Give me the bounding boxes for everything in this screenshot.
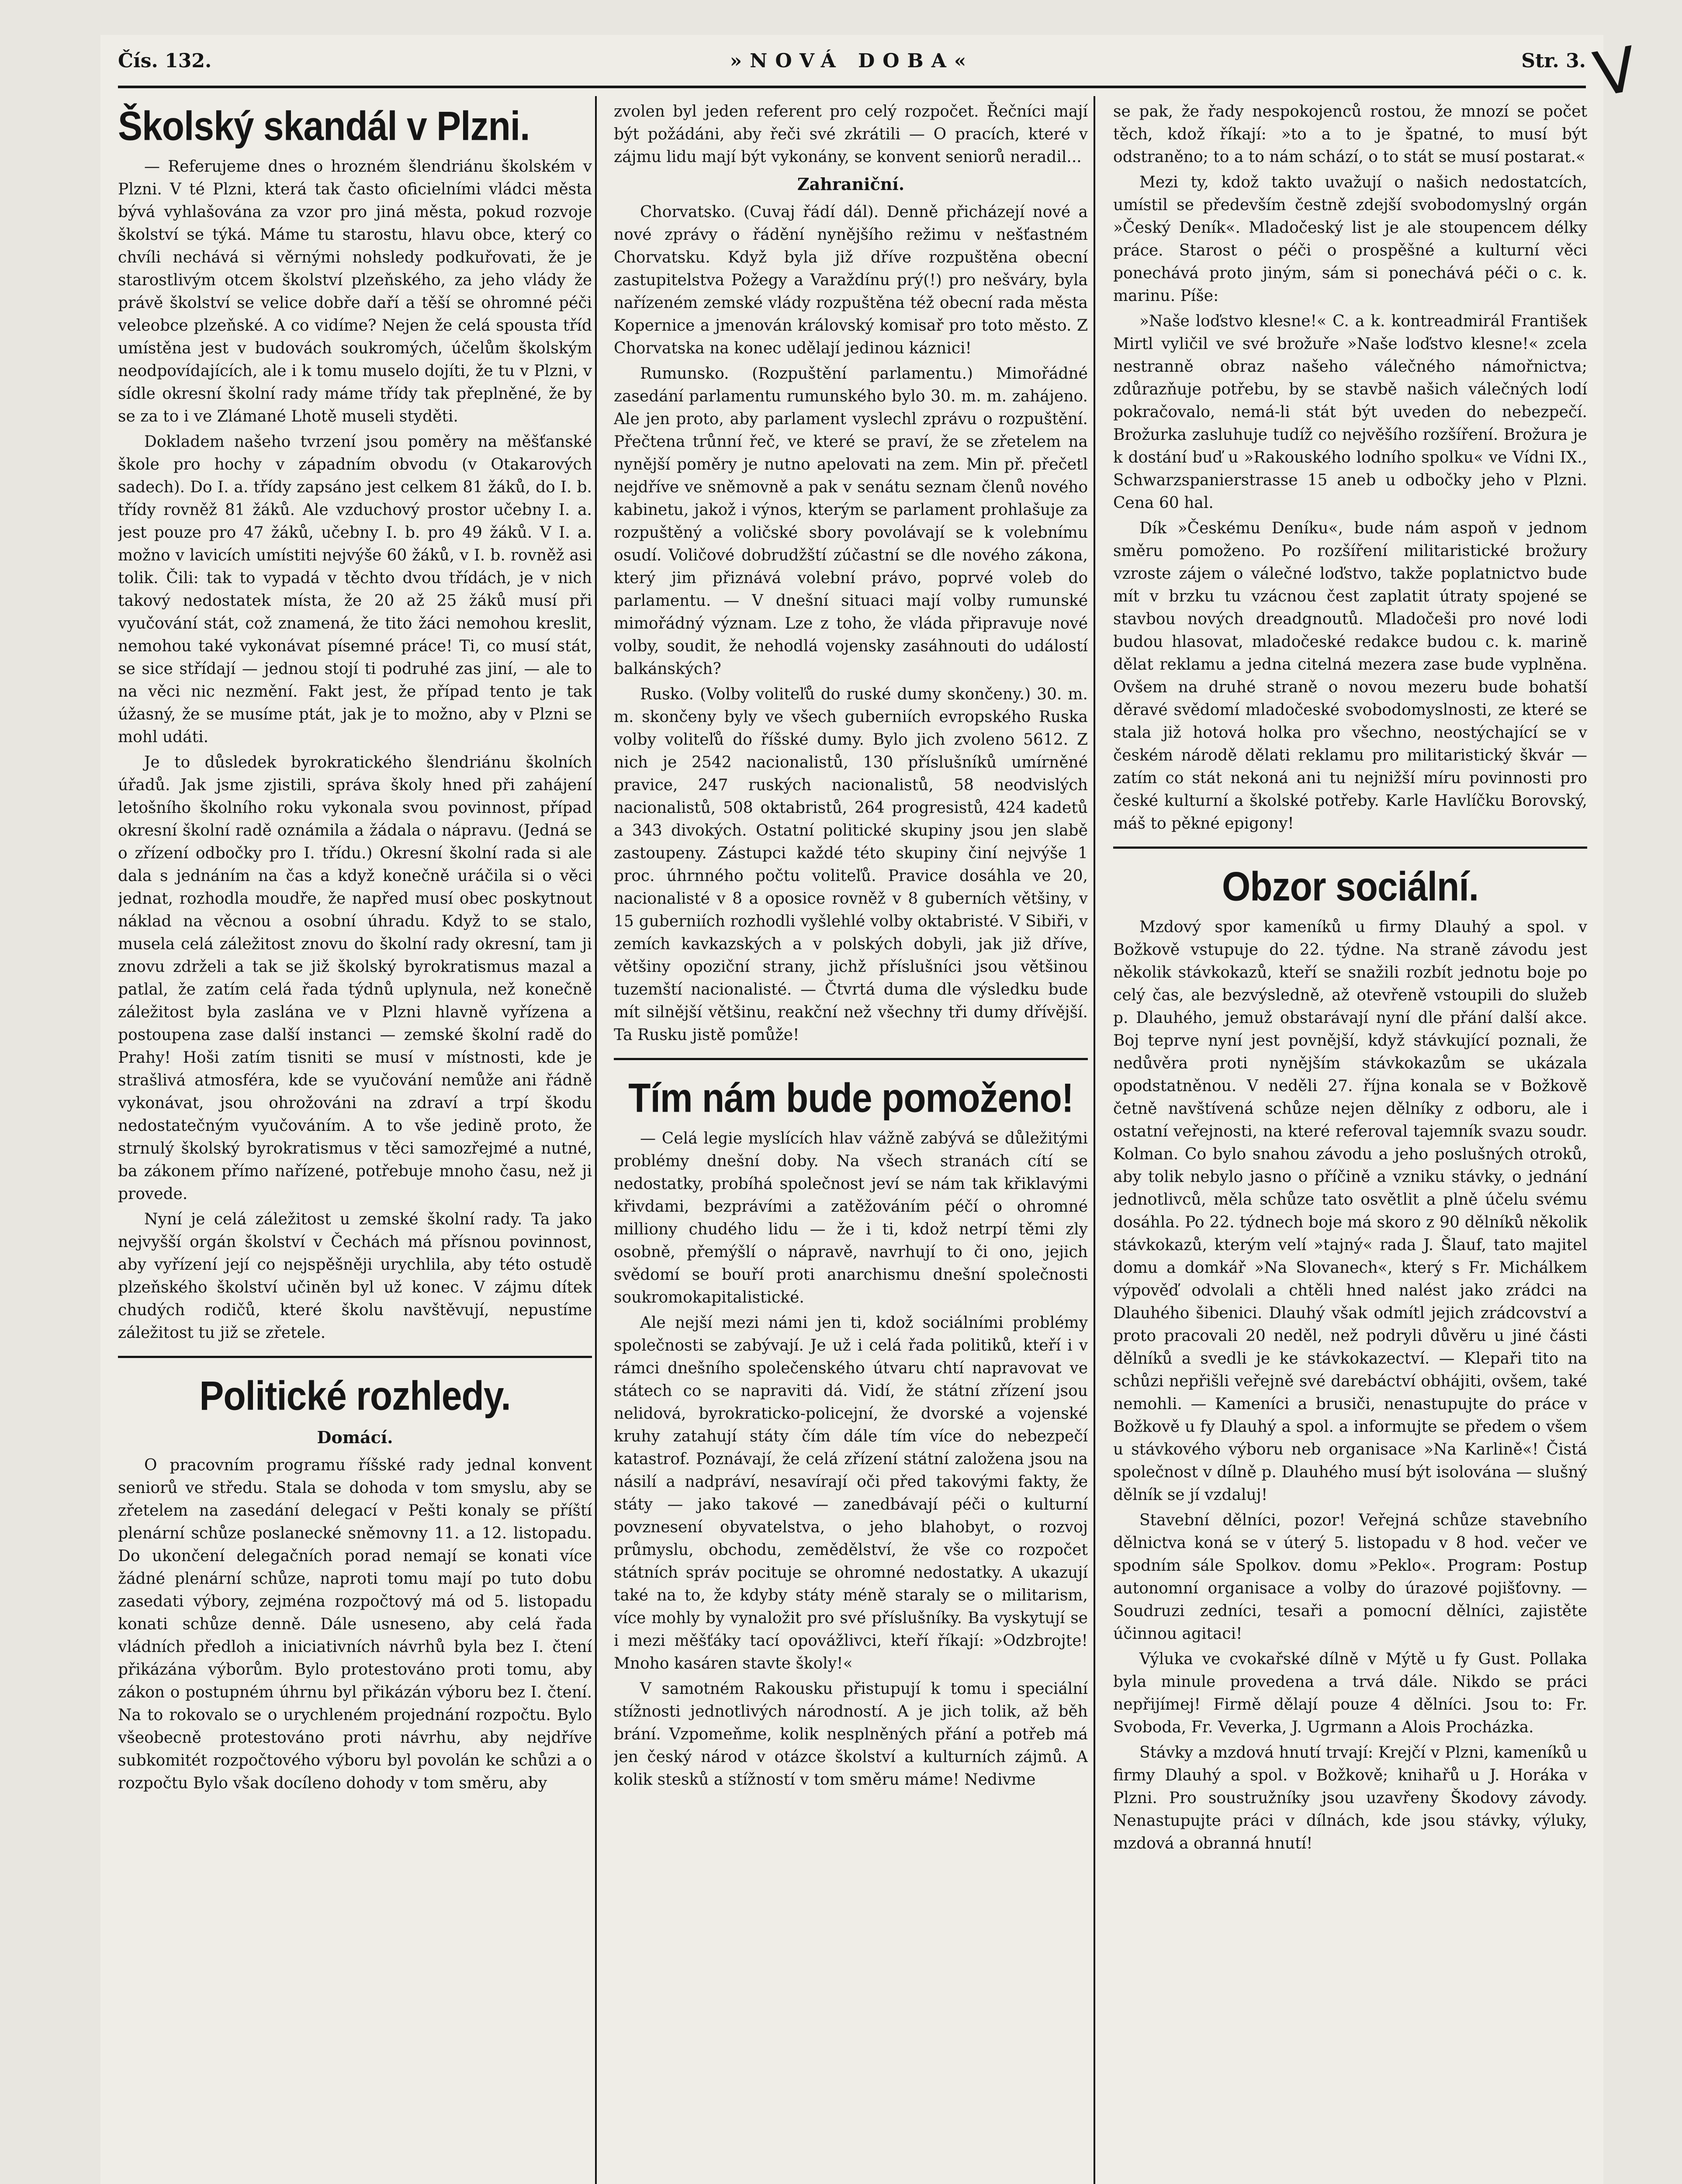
column-rule-1 [595, 96, 597, 2184]
article-paragraph: »Naše loďstvo klesne!« C. a k. kontreadmirál František Mirtl vyličil ve své brožuře »Naše loďstvo klesne!« zcela nestranně obraz našeho válečného námořnictva; zdůrazňuje potřebu, by se stavbě našich válečných lodí pokračovalo, nemá-li stát být uveden do nebezpečí. Brožurka zasluhuje tudíž co nejvěšího rozšíření. Brožura je k dostání buď u »Rakouského lodního spolku« ve Vídni IX., Schwarzspanierstrasse 15 aneb u odbočky jeho v Plzni. Cena 60 hal. [1113, 312, 1587, 512]
article-paragraph: Nyní je celá záležitost u zemské školní rady. Ta jako nejvyšší orgán školství v Čechách má přísnou povinnost, aby vyřízení její co nejspěšněji urychlila, aby této ostudě plzeňského školství učiněn byl už konec. V zájmu dítek chudých rodičů, které školu navštěvují, nepustíme záležitost tu již se zřetele. [118, 1210, 592, 1342]
article-paragraph: Výluka ve cvokařské dílně v Mýtě u fy Gust. Pollaka byla minule provedena a trvá dále. Nikdo se práci nepřijímej! Firmě dělají pouze 4 dělníci. Jsou to: Fr. Svoboda, Fr. Veverka, J. Ugrmann a Alois Procházka. [1113, 1650, 1587, 1736]
subheading-domestic: Domácí. [317, 1427, 393, 1447]
column-1 [118, 100, 592, 2184]
subheading-foreign: Zahraniční. [797, 174, 905, 194]
article-paragraph: se pak, že řady nespokojenců rostou, že mnozí se počet těch, kdož říkají: »to a to je špatné, to musí být odstraněno; to a to nám schází, o to stát se musí postarat.« [1113, 103, 1587, 166]
article-paragraph: Rusko. (Volby voliteľů do ruské dumy skončeny.) 30. m. m. skončeny byly ve všech guberniích evropského Ruska volby voliteľů do říšské dumy. Bylo jich zvoleno 5612. Z nich je 2542 nacionalistů, 130 příslušníků umírněné pravice, 247 ruských nacionalistů, 58 neodvislých nacionalistů, 508 oktabristů, 264 progresistů, 424 kadetů a 343 divokých. Ostatní politické skupiny jsou jen slabě zastoupeny. Zástupci každé této skupiny činí nejvýše 1 proc. úhrnného počtu voliteľů. Pravice dosáhla ve 20, nacionalisté v 8 a oposice rovněž v 8 guberních většiny, v 15 guberniích rozhodli vyšlehlé volby oktabristé. V Sibiři, v zemích kavkazských a v polských dobyli, jak již dříve, většiny opoziční strany, jichž příslušníci jsou většinou tuzemští nacionalisté. — Čtvrtá duma dle výsledku bude mít silnější většinu, reakční než všechny tři dumy dřívější. Ta Rusku jistě pomůže! [614, 685, 1088, 1044]
article-paragraph: Mzdový spor kameníků u firmy Dlauhý a spol. v Božkově vstupuje do 22. týdne. Na straně závodu jest několik stávkokazů, kteří se snažili rozbít jednotu boje po celý čas, ale bezvýsledně, až otevřeně vstoupili do služeb p. Dlauhého, jemuž obstarávají nyní dle přání další akce. Boj teprve nyní jest povnější, když stávkující poznali, že nedůvěra proti nynějším stávkokazům se ukázala opodstatněnou. V neděli 27. října konala se v Božkově četně navštívená schůze nejen dělníky z odboru, ale i ostatní veřejnosti, na které referoval tajemník svazu soudr. Kolman. Co bylo snahou závodu a jeho poslušných otroků, aby tolik nebylo jasno o příčině a vzniku stávky, o jednání jednotlivců, měla schůze tato osvětlit a plně účelu svému dosáhla. Po 22. týdnech boje má skoro z 90 dělníků několik stávkokazů, kterým velí »tajný« rada J. Šlauf, tato majitel domu a domkář »Na Slovanech«, který s Fr. Michálkem výpověď odvolali a chtěli hned nalést jako zrádci na Dlauhého šibenici. Dlauhý však odmítl jejich zrádcovství a proto pracovali 20 neděl, než podryli důvěru u jiné části dělníků a svedli je ke stávkokazectví. — Klepaři tito na schůzi nepřišli veřejně své darebáctví obhájiti, ovšem, také nemohli. — Kameníci a brusiči, nenastupujte do práce v Božkově u fy Dlauhý a spol. a informujte se předem o všem u stávkového výboru neb organisace »Na Karlině«! Čistá společnost v dílně p. Dlauhého musí být isolována — slušný dělník se jí vzdaluj! [1113, 918, 1587, 1504]
section-rule [614, 1058, 1088, 1060]
article-paragraph: Ale nejší mezi námi jen ti, kdož sociálními problémy společnosti se zabývají. Je už i celá řada politiků, kteří i v rámci dnešního společenského útvaru chtí napravovat ve státech co se napraviti dá. Vidí, že státní zřízení jsou nelidová, byrokraticko-policejní, že dvorské a vojenské kruhy zatahují státy čím dále tím více do nebezpečí katastrof. Poznávají, že celá zřízení státní založena jsou na násilí a nadpráví, nesavírají oči před takovými fakty, že státy — jako takové — zanedbávají péči o kulturní povznesení obyvatelstva, o jeho blahobyt, o rozvoj průmyslu, obchodu, zemědělství, že vše co rozpočet státních správ pocituje se ohromné nedostatky. A ukazují také na to, že kdyby státy méně staraly se o militarism, více mohly by vynaložit pro své příslušníky. Ba vyskytují se i mezi měšťáky tací opovážlivci, kteří říkají: »Odzbrojte! Mnoho kasáren stavte školy!« [614, 1314, 1088, 1673]
article-paragraph: — Referujeme dnes o hrozném šlendriánu školském v Plzni. V té Plzni, která tak často oficielními vládci města bývá vyhlašována za vzor pro jiná města, pokud rozvoje školství se týká. Máme tu starostu, hlavu obce, který co chvíli nechává si věrnými nohsledy podkuřovati, že je starostlivým otcem školství plzeňského, za jeho vlády že právě školství se velice dobře daří a těší se ohromné péči veleobce plzeňské. A co vidíme? Nejen že celá spousta tříd umístěna jest v budovách soukromých, účelům školským neodpovídajících, ale i k tomu muselo dojíti, že tu v Plzni, v sídle okresní školní rady máme třídy tak přeplněné, že by se za to i ve Zlámané Lhotě museli styděti. [118, 158, 592, 425]
article-paragraph: V samotném Rakousku přistupují k tomu i speciální stížnosti jednotlivých národností. A je jich tolik, až běh brání. Vzpomeňme, kolik nesplněných přání a potřeb má jen český národ v otázce školství a kulturních zájmů. A kolik stesků a stížností v tom směru máme! Nedivme [614, 1680, 1088, 1789]
article-paragraph: Stavební dělníci, pozor! Veřejná schůze stavebního dělnictva koná se v úterý 5. listopadu v 8 hod. večer ve spodním sále Spolkov. domu »Peklo«. Program: Postup autonomní organisace a volby do úrazové pojišťovny. — Soudruzi zedníci, tesaři a pomocní dělníci, zajistěte účinnou agitaci! [1113, 1511, 1587, 1643]
article-paragraph: Je to důsledek byrokratického šlendriánu školních úřadů. Jak jsme zjistili, správa školy hned při zahájení letošního školního roku vykonala svou povinnost, případ okresní školní radě oznámila a žádala o nápravu. (Jedná se o zřízení odbočky pro I. třídu.) Okresní školní rada si ale dala s jednáním na čas a když konečně uráčila si o věci jednat, rozhodla moudře, že napřed musí obec poskytnout náklad na věcnou a osobní úhradu. Když to se stalo, musela celá záležitost znovu do školní rady okresní, tam ji znovu zdrželi a tak se již školský byrokratismus mazal a patlal, že zatím celá řada týdnů uplynula, než konečně záležitost byla zaslána ve v Plzni hlavně vyřízena a postoupena zase další instanci — zemské školní radě do Prahy! Hoši zatím tisniti se musí v místnosti, kde je strašlivá atmosféra, kde se vyučování nemůže ani řádně vykonávat, jsou ohrožováni na zdraví a trpí škodu nedostatečným vyučováním. A to vše jedině proto, že strnulý školský byrokratismus v těci samozřejmé a nutné, ba zákonem přímo nařízené, potřebuje mnoho času, než ji provede. [118, 753, 592, 1203]
section-rule [118, 1356, 592, 1358]
page-header [118, 45, 1586, 85]
headline-political: Politické rozhledy. [199, 1372, 511, 1419]
section-rule [1113, 847, 1587, 849]
handwritten-check-mark: V [1589, 33, 1643, 111]
header-rule [118, 86, 1586, 88]
article-paragraph: Mezi ty, kdož takto uvažují o našich nedostatcích, umístil se především čestně zdejší svobodomyslný orgán »Český Deník«. Mladočeský list je ale stoupencem délky práce. Starost o péči o prospěšné a kulturní věci ponechává proto jiným, sám si ponechává péči o c. k. marinu. Píše: [1113, 173, 1587, 305]
article-paragraph: Rumunsko. (Rozpuštění parlamentu.) Mimořádné zasedání parlamentu rumunského bylo 30. m. m. zahájeno. Ale jen proto, aby parlament vyslechl zprávu o rozpuštění. Přečtena trůnní řeč, ve které se praví, že se zřetelem na nynější poměry je nutno apelovati na zem. Min př. přečetl nejdříve ve sněmovně a pak v senátu seznam členů nového kabinetu, jakož i výnos, kterým se parlament prohlašuje za rozpuštěný a voličské sbory povolávají se k volebnímu osudí. Voličové dobrudžští zúčastní se dle nového zákona, který jim přiznává volební právo, poprvé voleb do parlamentu. — V dnešní situaci mají volby rumunské mimořádný význam. Lze z toho, že vláda připravuje nové volby, soudit, že nehodlá vojensky zasáhnouti do událostí balkánských? [614, 365, 1088, 678]
article-paragraph: — Celá legie myslících hlav vážně zabývá se důležitými problémy dnešní doby. Na všech stranách cítí se nedostatky, probíhá společnost jeví se nám tak křiklavými křivdami, bezprávími a zatěžováním péčí o ohromné milliony chudého lidu — že i ti, kdož netrpí těmi zly osobně, přemýšlí o nápravě, navrhují to či ono, jejich svědomí se bouří proti anarchismu dnešní společnosti soukromokapitalistické. [614, 1130, 1088, 1306]
page-number: Str. 3. [1521, 50, 1586, 72]
article-paragraph: Dík »Českému Deníku«, bude nám aspoň v jednom směru pomoženo. Po rozšíření militaristické brožury vzroste zájem o válečné loďstvo, takže poplatnictvo bude mít v brzku tu vzácnou čest zaplatit útraty spojené se stavbou nových dreadgnoutů. Mladočeši pro nové lodi budou hlasovat, mladočeské redakce budou c. k. marině dělat reklamu a jedna citelná mezera zase bude vyplněna. Ovšem na druhé straně o novou mezeru bude bohatší děravé svědomí mladočeské svobodomyslnosti, ze které se stala již hotová holka pro všechno, neostýchající se v českém národě dělati reklamu pro militaristický škvár — zatím co stát nekoná ani tu nejnižší míru povinnosti pro české kulturní a školské potřeby. Karle Havlíčku Borovský, máš to pěkné epigony! [1113, 519, 1587, 833]
headline-help: Tím nám bude pomoženo! [628, 1075, 1073, 1121]
newspaper-page [100, 35, 1603, 2184]
article-paragraph: Stávky a mzdová hnutí trvají: Krejčí v Plzni, kameníků u firmy Dlauhý a spol. v Božkově; knihařů u J. Horáka v Plzni. Pro soustružníky jsou uzavřeny Škodovy závody. Nenastupujte práci v dílnách, kde jsou stávky, výluky, mzdová a obranná hnutí! [1113, 1744, 1587, 1852]
article-paragraph: O pracovním programu říšské rady jednal konvent seniorů ve středu. Stala se dohoda v tom smyslu, aby se zřetelem na zasedání delegací v Pešti konaly se příští plenární schůze poslanecké sněmovny 11. a 12. listopadu. Do ukončení delegačních porad nemají se konati více žádné plenární schůze, naproti tomu mají po tuto dobu zasedati výbory, zejména rozpočtový má od 5. listopadu konati schůze denně. Dále usneseno, aby celá řada vládních předloh a iniciativních návrhů byla bez I. čtení přikázána výborům. Bylo protestováno proti tomu, aby zákon o postupném úhrnu byl přikázán výboru bez I. čtení. Na to rokovalo se o urychleném projednání rozpočtu. Bylo všeobecně protestováno proti návrhu, aby nejdříve subkomitét rozpočtového výboru byl povolán ke schůzi a o rozpočtu Bylo však docíleno dohody v tom směru, aby [118, 1456, 592, 1792]
issue-number: Čís. 132. [118, 50, 212, 72]
masthead-title: »NOVÁ DOBA« [730, 50, 974, 72]
column-rule-2 [1094, 96, 1095, 2184]
article-paragraph: Chorvatsko. (Cuvaj řádí dál). Denně přicházejí nové a nové zprávy o řádění nynějšího režimu v nešťastném Chorvatsku. Když byla již dříve rozpuštěna obecní zastupitelstva Požegy a Varaždínu prý(!) pro nešváry, byla nařízeném zemské vlády rozpuštěna též obecní rada města Kopernice a jmenován královský komisař pro toto město. Z Chorvatska na konec udělají jedinou káznici! [614, 203, 1088, 357]
article-paragraph: Dokladem našeho tvrzení jsou poměry na měšťanské škole pro hochy v západním obvodu (v Otakarových sadech). Do I. a. třídy zapsáno jest celkem 81 žáků, do I. b. třídy rovněž 81 žáků. Ale vzduchový prostor učebny I. a. jest pouze pro 47 žáků, učebny I. b. pro 49 žáků. V I. a. možno v lavicích umístiti nejvýše 60 žáků, v I. b. rovněž asi tolik. Čili: tak to vypadá v těchto dvou třídách, je v nich takový nedostatek místa, že 20 až 25 žáků musí při vyučování stát, což znamená, že tito žáci nemohou kreslit, nemohou také vykonávat písemné práce! Ti, co musí stát, se sice střídají — jednou stojí ti podruhé zas jiní, — ale to na věci nic nezmění. Fakt jest, že případ tento je tak úžasný, že se musíme ptát, jak je to možno, aby v Plzni se mohl udáti. [118, 433, 592, 746]
column-3 [1113, 100, 1587, 2184]
headline-social: Obzor sociální. [1222, 863, 1479, 909]
headline-school-scandal: Školský skandál v Plzni. [118, 103, 530, 149]
column-2 [614, 100, 1088, 2184]
article-paragraph: zvolen byl jeden referent pro celý rozpočet. Řečníci mají být požádáni, aby řeči své zkrátili — O pracích, které v zájmu lidu mají být vykonány, se konvent seniorů neradil... [614, 103, 1088, 166]
